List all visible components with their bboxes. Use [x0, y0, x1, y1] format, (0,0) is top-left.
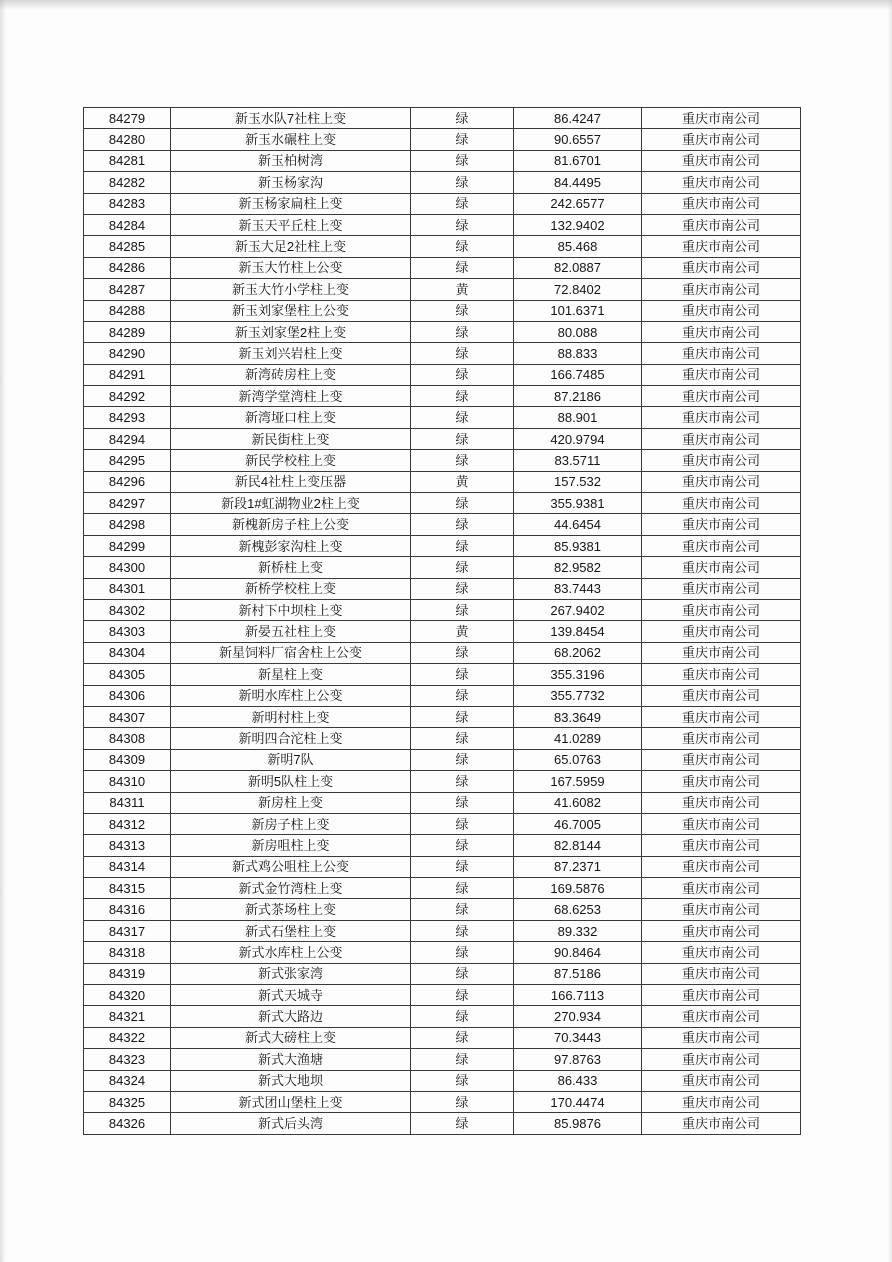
table-row — [84, 835, 801, 856]
cell-value: 420.9794 — [514, 428, 642, 449]
cell-id: 84285 — [84, 236, 171, 257]
cell-name: 新民学校柱上变 — [171, 450, 411, 471]
cell-company: 重庆市南公司 — [642, 321, 801, 342]
cell-value: 80.088 — [514, 321, 642, 342]
cell-status: 绿 — [411, 343, 514, 364]
cell-value: 88.833 — [514, 343, 642, 364]
cell-value: 170.4474 — [514, 1091, 642, 1112]
cell-id: 84282 — [84, 172, 171, 193]
table-row — [84, 471, 801, 492]
page-edge-left-shading — [0, 0, 6, 1262]
cell-company: 重庆市南公司 — [642, 279, 801, 300]
cell-value: 82.8144 — [514, 835, 642, 856]
cell-status: 绿 — [411, 899, 514, 920]
table-row — [84, 856, 801, 877]
table-row — [84, 664, 801, 685]
cell-name: 新明村柱上变 — [171, 706, 411, 727]
cell-company: 重庆市南公司 — [642, 407, 801, 428]
cell-status: 绿 — [411, 257, 514, 278]
cell-id: 84320 — [84, 985, 171, 1006]
table-row — [84, 642, 801, 663]
cell-name: 新湾砖房柱上变 — [171, 364, 411, 385]
cell-id: 84307 — [84, 706, 171, 727]
table-row — [84, 1070, 801, 1091]
cell-status: 绿 — [411, 172, 514, 193]
cell-id: 84279 — [84, 108, 171, 129]
cell-id: 84294 — [84, 428, 171, 449]
cell-value: 167.5959 — [514, 771, 642, 792]
cell-status: 绿 — [411, 813, 514, 834]
cell-value: 83.5711 — [514, 450, 642, 471]
cell-company: 重庆市南公司 — [642, 706, 801, 727]
cell-id: 84293 — [84, 407, 171, 428]
cell-company: 重庆市南公司 — [642, 599, 801, 620]
cell-id: 84317 — [84, 920, 171, 941]
cell-company: 重庆市南公司 — [642, 578, 801, 599]
cell-company: 重庆市南公司 — [642, 664, 801, 685]
table-row — [84, 985, 801, 1006]
cell-name: 新民街柱上变 — [171, 428, 411, 449]
cell-company: 重庆市南公司 — [642, 535, 801, 556]
table-row — [84, 343, 801, 364]
cell-name: 新房咀柱上变 — [171, 835, 411, 856]
cell-value: 101.6371 — [514, 300, 642, 321]
cell-company: 重庆市南公司 — [642, 364, 801, 385]
table-row — [84, 321, 801, 342]
cell-id: 84299 — [84, 535, 171, 556]
table-row — [84, 364, 801, 385]
table-row — [84, 257, 801, 278]
cell-status: 绿 — [411, 300, 514, 321]
cell-name: 新式天城寺 — [171, 985, 411, 1006]
cell-name: 新星饲料厂宿舍柱上公变 — [171, 642, 411, 663]
cell-id: 84323 — [84, 1049, 171, 1070]
cell-name: 新湾垭口柱上变 — [171, 407, 411, 428]
transformer-record-table — [83, 107, 801, 1135]
table-row — [84, 1113, 801, 1134]
cell-status: 绿 — [411, 728, 514, 749]
cell-name: 新玉杨家扁柱上变 — [171, 193, 411, 214]
table-row — [84, 172, 801, 193]
cell-name: 新式大地坝 — [171, 1070, 411, 1091]
cell-name: 新玉柏树湾 — [171, 150, 411, 171]
cell-company: 重庆市南公司 — [642, 343, 801, 364]
table-row — [84, 557, 801, 578]
table-row — [84, 407, 801, 428]
cell-company: 重庆市南公司 — [642, 450, 801, 471]
cell-status: 绿 — [411, 706, 514, 727]
cell-name: 新式大磅柱上变 — [171, 1027, 411, 1048]
cell-value: 46.7005 — [514, 813, 642, 834]
cell-name: 新玉大足2社柱上变 — [171, 236, 411, 257]
cell-id: 84318 — [84, 942, 171, 963]
cell-name: 新玉刘兴岩柱上变 — [171, 343, 411, 364]
cell-company: 重庆市南公司 — [642, 193, 801, 214]
table-row — [84, 514, 801, 535]
cell-name: 新玉大竹小学柱上变 — [171, 279, 411, 300]
cell-value: 166.7113 — [514, 985, 642, 1006]
cell-status: 绿 — [411, 599, 514, 620]
cell-name: 新式石堡柱上变 — [171, 920, 411, 941]
cell-status: 绿 — [411, 386, 514, 407]
cell-status: 绿 — [411, 749, 514, 770]
cell-value: 90.8464 — [514, 942, 642, 963]
cell-company: 重庆市南公司 — [642, 642, 801, 663]
table-row — [84, 386, 801, 407]
table-row — [84, 493, 801, 514]
cell-id: 84314 — [84, 856, 171, 877]
cell-status: 绿 — [411, 493, 514, 514]
cell-value: 81.6701 — [514, 150, 642, 171]
cell-company: 重庆市南公司 — [642, 214, 801, 235]
cell-status: 绿 — [411, 664, 514, 685]
cell-id: 84324 — [84, 1070, 171, 1091]
cell-value: 65.0763 — [514, 749, 642, 770]
cell-status: 绿 — [411, 856, 514, 877]
cell-company: 重庆市南公司 — [642, 685, 801, 706]
cell-name: 新槐彭家沟柱上变 — [171, 535, 411, 556]
table-row — [84, 1006, 801, 1027]
cell-value: 68.2062 — [514, 642, 642, 663]
cell-name: 新晏五社柱上变 — [171, 621, 411, 642]
cell-value: 41.0289 — [514, 728, 642, 749]
cell-company: 重庆市南公司 — [642, 749, 801, 770]
cell-value: 87.5186 — [514, 963, 642, 984]
table-row — [84, 236, 801, 257]
cell-value: 157.532 — [514, 471, 642, 492]
cell-status: 绿 — [411, 835, 514, 856]
cell-id: 84311 — [84, 792, 171, 813]
cell-id: 84296 — [84, 471, 171, 492]
cell-status: 绿 — [411, 1113, 514, 1134]
cell-name: 新玉刘家堡2柱上变 — [171, 321, 411, 342]
cell-id: 84298 — [84, 514, 171, 535]
cell-id: 84302 — [84, 599, 171, 620]
cell-name: 新式团山堡柱上变 — [171, 1091, 411, 1112]
cell-id: 84281 — [84, 150, 171, 171]
cell-name: 新式金竹湾柱上变 — [171, 878, 411, 899]
cell-company: 重庆市南公司 — [642, 1091, 801, 1112]
table-row — [84, 193, 801, 214]
cell-company: 重庆市南公司 — [642, 386, 801, 407]
table-row — [84, 535, 801, 556]
cell-company: 重庆市南公司 — [642, 514, 801, 535]
cell-status: 绿 — [411, 407, 514, 428]
cell-name: 新民4社柱上变压器 — [171, 471, 411, 492]
cell-value: 82.9582 — [514, 557, 642, 578]
cell-value: 169.5876 — [514, 878, 642, 899]
cell-id: 84305 — [84, 664, 171, 685]
cell-name: 新明7队 — [171, 749, 411, 770]
table-body — [84, 108, 801, 1135]
cell-company: 重庆市南公司 — [642, 813, 801, 834]
cell-id: 84292 — [84, 386, 171, 407]
cell-company: 重庆市南公司 — [642, 257, 801, 278]
cell-value: 355.9381 — [514, 493, 642, 514]
cell-id: 84289 — [84, 321, 171, 342]
cell-id: 84322 — [84, 1027, 171, 1048]
cell-status: 绿 — [411, 214, 514, 235]
table-row — [84, 878, 801, 899]
cell-id: 84303 — [84, 621, 171, 642]
cell-name: 新玉杨家沟 — [171, 172, 411, 193]
table-row — [84, 214, 801, 235]
cell-value: 242.6577 — [514, 193, 642, 214]
cell-name: 新式大路边 — [171, 1006, 411, 1027]
cell-name: 新式茶场柱上变 — [171, 899, 411, 920]
cell-value: 90.6557 — [514, 129, 642, 150]
table-row — [84, 1091, 801, 1112]
cell-company: 重庆市南公司 — [642, 771, 801, 792]
table-row — [84, 428, 801, 449]
cell-value: 41.6082 — [514, 792, 642, 813]
table-row — [84, 706, 801, 727]
cell-value: 70.3443 — [514, 1027, 642, 1048]
table-row — [84, 728, 801, 749]
cell-id: 84321 — [84, 1006, 171, 1027]
cell-status: 绿 — [411, 428, 514, 449]
page-edge-top-shading — [0, 0, 892, 10]
cell-company: 重庆市南公司 — [642, 621, 801, 642]
cell-company: 重庆市南公司 — [642, 942, 801, 963]
cell-name: 新房柱上变 — [171, 792, 411, 813]
cell-value: 82.0887 — [514, 257, 642, 278]
cell-status: 绿 — [411, 364, 514, 385]
cell-id: 84325 — [84, 1091, 171, 1112]
table-row — [84, 279, 801, 300]
cell-value: 270.934 — [514, 1006, 642, 1027]
cell-id: 84313 — [84, 835, 171, 856]
cell-value: 86.4247 — [514, 108, 642, 129]
cell-company: 重庆市南公司 — [642, 856, 801, 877]
cell-company: 重庆市南公司 — [642, 129, 801, 150]
cell-company: 重庆市南公司 — [642, 1006, 801, 1027]
cell-value: 83.7443 — [514, 578, 642, 599]
cell-id: 84286 — [84, 257, 171, 278]
cell-status: 绿 — [411, 193, 514, 214]
cell-value: 89.332 — [514, 920, 642, 941]
cell-id: 84280 — [84, 129, 171, 150]
cell-id: 84326 — [84, 1113, 171, 1134]
cell-name: 新玉刘家堡柱上公变 — [171, 300, 411, 321]
cell-status: 绿 — [411, 557, 514, 578]
cell-id: 84287 — [84, 279, 171, 300]
cell-value: 355.7732 — [514, 685, 642, 706]
cell-id: 84290 — [84, 343, 171, 364]
table-row — [84, 749, 801, 770]
cell-value: 267.9402 — [514, 599, 642, 620]
cell-value: 85.9876 — [514, 1113, 642, 1134]
cell-name: 新式鸡公咀柱上公变 — [171, 856, 411, 877]
cell-company: 重庆市南公司 — [642, 899, 801, 920]
cell-company: 重庆市南公司 — [642, 172, 801, 193]
cell-value: 139.8454 — [514, 621, 642, 642]
cell-value: 87.2186 — [514, 386, 642, 407]
cell-status: 绿 — [411, 321, 514, 342]
cell-company: 重庆市南公司 — [642, 150, 801, 171]
cell-value: 87.2371 — [514, 856, 642, 877]
table-row — [84, 621, 801, 642]
cell-id: 84304 — [84, 642, 171, 663]
cell-name: 新桥学校柱上变 — [171, 578, 411, 599]
cell-name: 新村下中坝柱上变 — [171, 599, 411, 620]
cell-value: 85.468 — [514, 236, 642, 257]
cell-name: 新式张家湾 — [171, 963, 411, 984]
cell-id: 84301 — [84, 578, 171, 599]
cell-company: 重庆市南公司 — [642, 920, 801, 941]
cell-value: 88.901 — [514, 407, 642, 428]
cell-status: 绿 — [411, 1070, 514, 1091]
cell-status: 绿 — [411, 450, 514, 471]
cell-value: 72.8402 — [514, 279, 642, 300]
table-row — [84, 899, 801, 920]
cell-id: 84319 — [84, 963, 171, 984]
cell-id: 84316 — [84, 899, 171, 920]
cell-status: 绿 — [411, 1091, 514, 1112]
cell-name: 新式水库柱上公变 — [171, 942, 411, 963]
table-row — [84, 578, 801, 599]
cell-company: 重庆市南公司 — [642, 1049, 801, 1070]
cell-status: 绿 — [411, 1027, 514, 1048]
cell-value: 86.433 — [514, 1070, 642, 1091]
table-row — [84, 942, 801, 963]
cell-value: 166.7485 — [514, 364, 642, 385]
cell-name: 新段1#虹湖物业2柱上变 — [171, 493, 411, 514]
cell-company: 重庆市南公司 — [642, 471, 801, 492]
cell-id: 84295 — [84, 450, 171, 471]
cell-id: 84291 — [84, 364, 171, 385]
cell-company: 重庆市南公司 — [642, 236, 801, 257]
cell-name: 新星柱上变 — [171, 664, 411, 685]
cell-id: 84315 — [84, 878, 171, 899]
cell-name: 新式后头湾 — [171, 1113, 411, 1134]
cell-name: 新湾学堂湾柱上变 — [171, 386, 411, 407]
cell-company: 重庆市南公司 — [642, 792, 801, 813]
cell-name: 新槐新房子柱上公变 — [171, 514, 411, 535]
cell-status: 绿 — [411, 1006, 514, 1027]
cell-id: 84312 — [84, 813, 171, 834]
table-row — [84, 1049, 801, 1070]
cell-value: 44.6454 — [514, 514, 642, 535]
cell-status: 绿 — [411, 771, 514, 792]
cell-status: 绿 — [411, 578, 514, 599]
cell-id: 84306 — [84, 685, 171, 706]
cell-id: 84309 — [84, 749, 171, 770]
table-row — [84, 450, 801, 471]
cell-company: 重庆市南公司 — [642, 493, 801, 514]
cell-company: 重庆市南公司 — [642, 728, 801, 749]
table-row — [84, 599, 801, 620]
cell-id: 84297 — [84, 493, 171, 514]
table-row — [84, 963, 801, 984]
table-row — [84, 685, 801, 706]
cell-company: 重庆市南公司 — [642, 300, 801, 321]
cell-status: 绿 — [411, 108, 514, 129]
table-row — [84, 792, 801, 813]
cell-company: 重庆市南公司 — [642, 108, 801, 129]
cell-name: 新玉大竹柱上公变 — [171, 257, 411, 278]
cell-name: 新明5队柱上变 — [171, 771, 411, 792]
cell-company: 重庆市南公司 — [642, 835, 801, 856]
cell-company: 重庆市南公司 — [642, 878, 801, 899]
table-row — [84, 129, 801, 150]
cell-name: 新房子柱上变 — [171, 813, 411, 834]
cell-value: 85.9381 — [514, 535, 642, 556]
cell-id: 84310 — [84, 771, 171, 792]
table-row — [84, 108, 801, 129]
cell-name: 新明水库柱上公变 — [171, 685, 411, 706]
table-row — [84, 813, 801, 834]
cell-status: 绿 — [411, 150, 514, 171]
cell-company: 重庆市南公司 — [642, 963, 801, 984]
cell-status: 绿 — [411, 685, 514, 706]
table-row — [84, 771, 801, 792]
cell-value: 97.8763 — [514, 1049, 642, 1070]
cell-id: 84284 — [84, 214, 171, 235]
cell-value: 84.4495 — [514, 172, 642, 193]
cell-status: 绿 — [411, 942, 514, 963]
cell-name: 新明四合沱柱上变 — [171, 728, 411, 749]
cell-company: 重庆市南公司 — [642, 985, 801, 1006]
cell-value: 83.3649 — [514, 706, 642, 727]
cell-name: 新桥柱上变 — [171, 557, 411, 578]
cell-status: 绿 — [411, 236, 514, 257]
cell-name: 新玉水碾柱上变 — [171, 129, 411, 150]
cell-status: 黄 — [411, 471, 514, 492]
cell-status: 黄 — [411, 279, 514, 300]
cell-status: 绿 — [411, 514, 514, 535]
cell-company: 重庆市南公司 — [642, 1113, 801, 1134]
cell-company: 重庆市南公司 — [642, 1027, 801, 1048]
cell-name: 新玉水队7社柱上变 — [171, 108, 411, 129]
cell-status: 绿 — [411, 963, 514, 984]
cell-company: 重庆市南公司 — [642, 557, 801, 578]
cell-value: 68.6253 — [514, 899, 642, 920]
cell-status: 黄 — [411, 621, 514, 642]
cell-id: 84300 — [84, 557, 171, 578]
cell-status: 绿 — [411, 920, 514, 941]
cell-status: 绿 — [411, 642, 514, 663]
table-row — [84, 300, 801, 321]
cell-company: 重庆市南公司 — [642, 428, 801, 449]
table-row — [84, 1027, 801, 1048]
cell-status: 绿 — [411, 792, 514, 813]
cell-name: 新玉天平丘柱上变 — [171, 214, 411, 235]
table-row — [84, 920, 801, 941]
cell-status: 绿 — [411, 878, 514, 899]
cell-status: 绿 — [411, 535, 514, 556]
cell-id: 84283 — [84, 193, 171, 214]
table-row — [84, 150, 801, 171]
page-edge-right-shading — [887, 0, 892, 1262]
cell-status: 绿 — [411, 1049, 514, 1070]
cell-value: 355.3196 — [514, 664, 642, 685]
cell-id: 84288 — [84, 300, 171, 321]
cell-status: 绿 — [411, 985, 514, 1006]
cell-name: 新式大渔塘 — [171, 1049, 411, 1070]
cell-status: 绿 — [411, 129, 514, 150]
cell-id: 84308 — [84, 728, 171, 749]
cell-company: 重庆市南公司 — [642, 1070, 801, 1091]
cell-value: 132.9402 — [514, 214, 642, 235]
